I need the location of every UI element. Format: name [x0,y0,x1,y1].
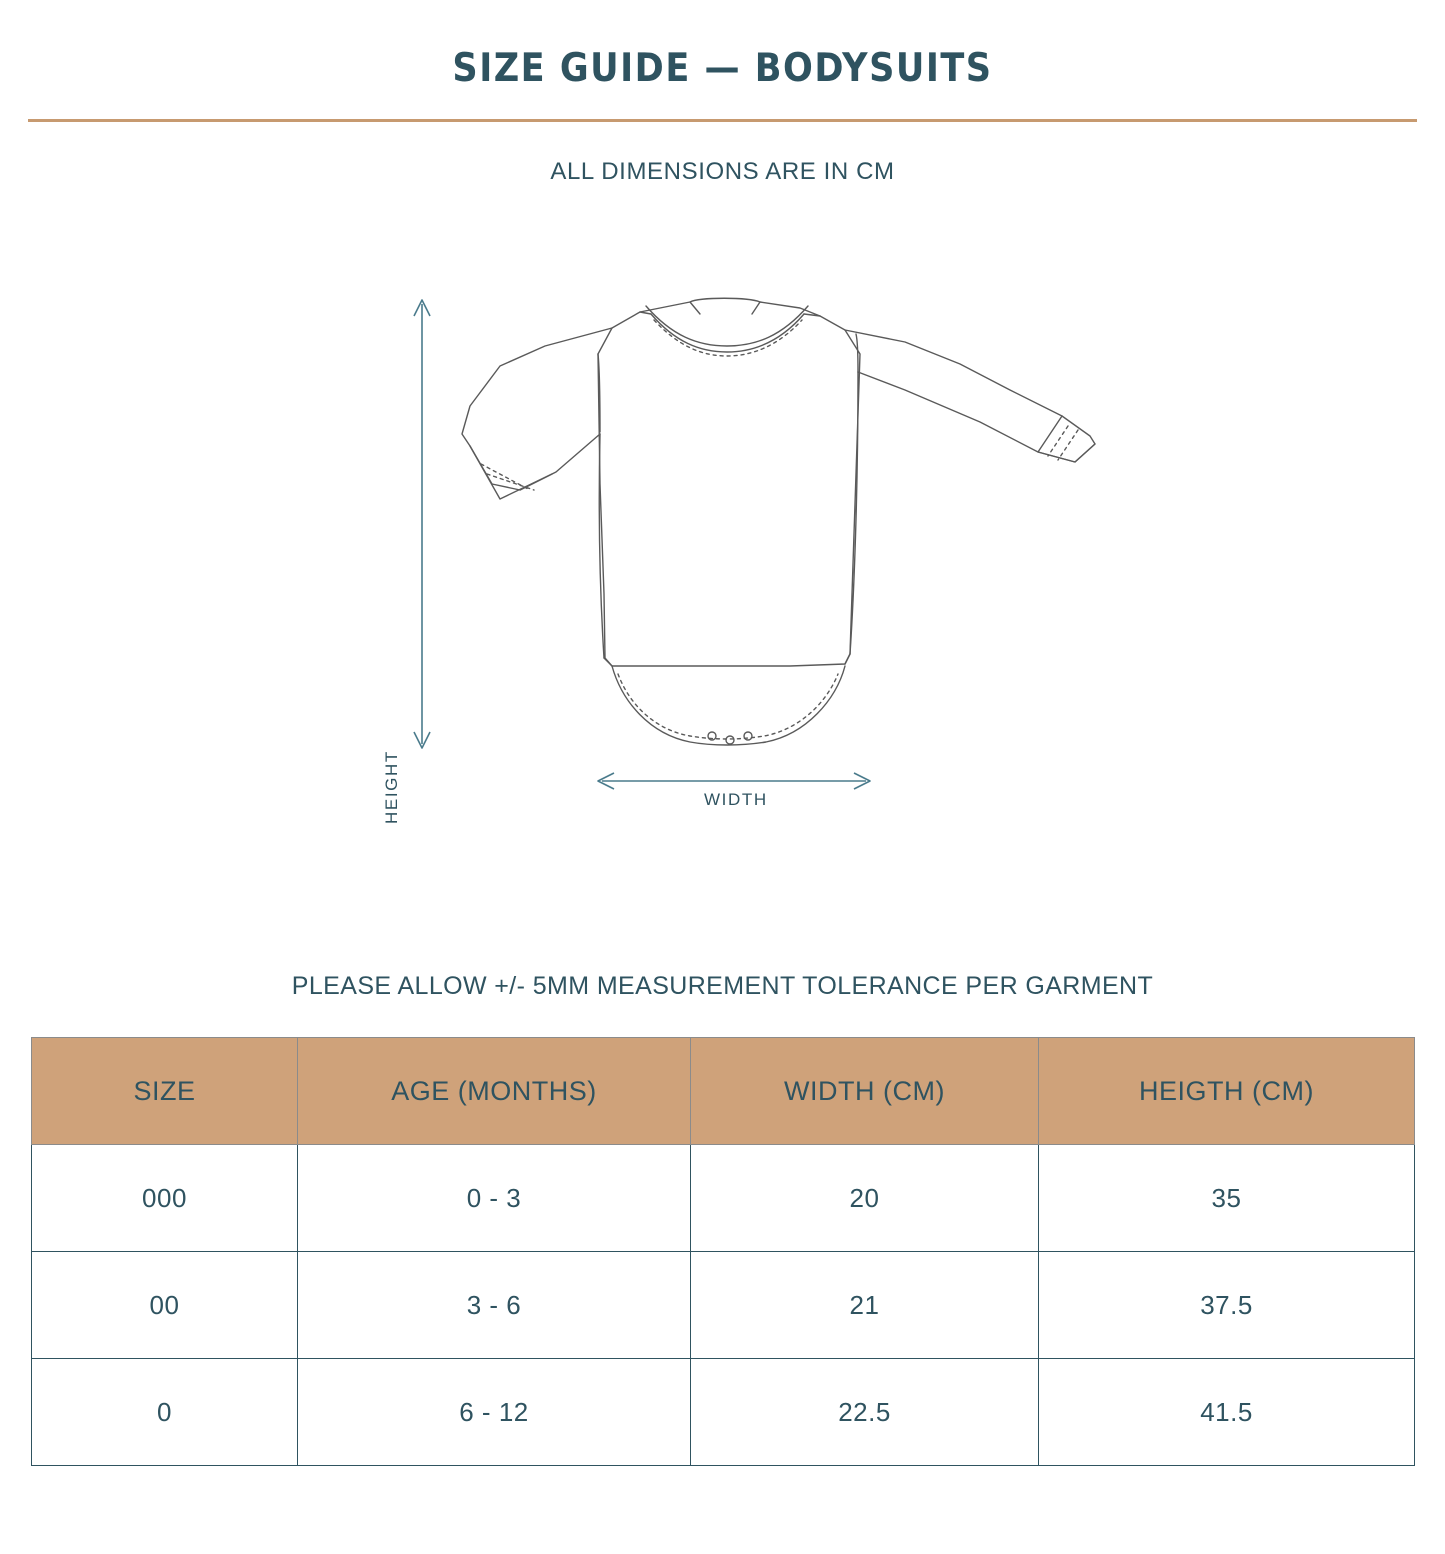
column-header-age: AGE (MONTHS) [298,1038,691,1145]
cell-width: 22.5 [691,1359,1039,1466]
cell-height: 35 [1039,1145,1415,1252]
height-dimension-label: HEIGHT [382,750,401,824]
table-row [32,1252,1415,1359]
height-dimension-arrow [414,300,430,748]
cell-width: 21 [691,1252,1039,1359]
bodysuit-technical-drawing [0,294,1445,854]
cell-width: 20 [691,1145,1039,1252]
units-note: ALL DIMENSIONS ARE IN CM [550,158,895,185]
tolerance-note: PLEASE ALLOW +/- 5MM MEASUREMENT TOLERANCE PER GARMENT [291,972,1154,1000]
width-dimension-label: WIDTH [704,790,768,809]
cell-age: 6 - 12 [298,1359,691,1466]
cell-age: 0 - 3 [298,1145,691,1252]
width-dimension-arrow [598,773,870,789]
column-header-width: WIDTH (CM) [691,1038,1039,1145]
cell-size: 000 [32,1145,298,1252]
cell-height: 41.5 [1039,1359,1415,1466]
garment-illustration [0,294,1445,854]
title-divider [28,119,1417,122]
table-row [32,1359,1415,1466]
table-header-row [32,1038,1415,1145]
column-header-size: SIZE [32,1038,298,1145]
cell-height: 37.5 [1039,1252,1415,1359]
column-header-height: HEIGTH (CM) [1039,1038,1415,1145]
page-title: SIZE GUIDE — BODYSUITS [452,46,993,91]
size-table-wrapper [31,1037,1414,1466]
size-table [31,1037,1415,1466]
cell-size: 00 [32,1252,298,1359]
table-row [32,1145,1415,1252]
cell-size: 0 [32,1359,298,1466]
cell-age: 3 - 6 [298,1252,691,1359]
